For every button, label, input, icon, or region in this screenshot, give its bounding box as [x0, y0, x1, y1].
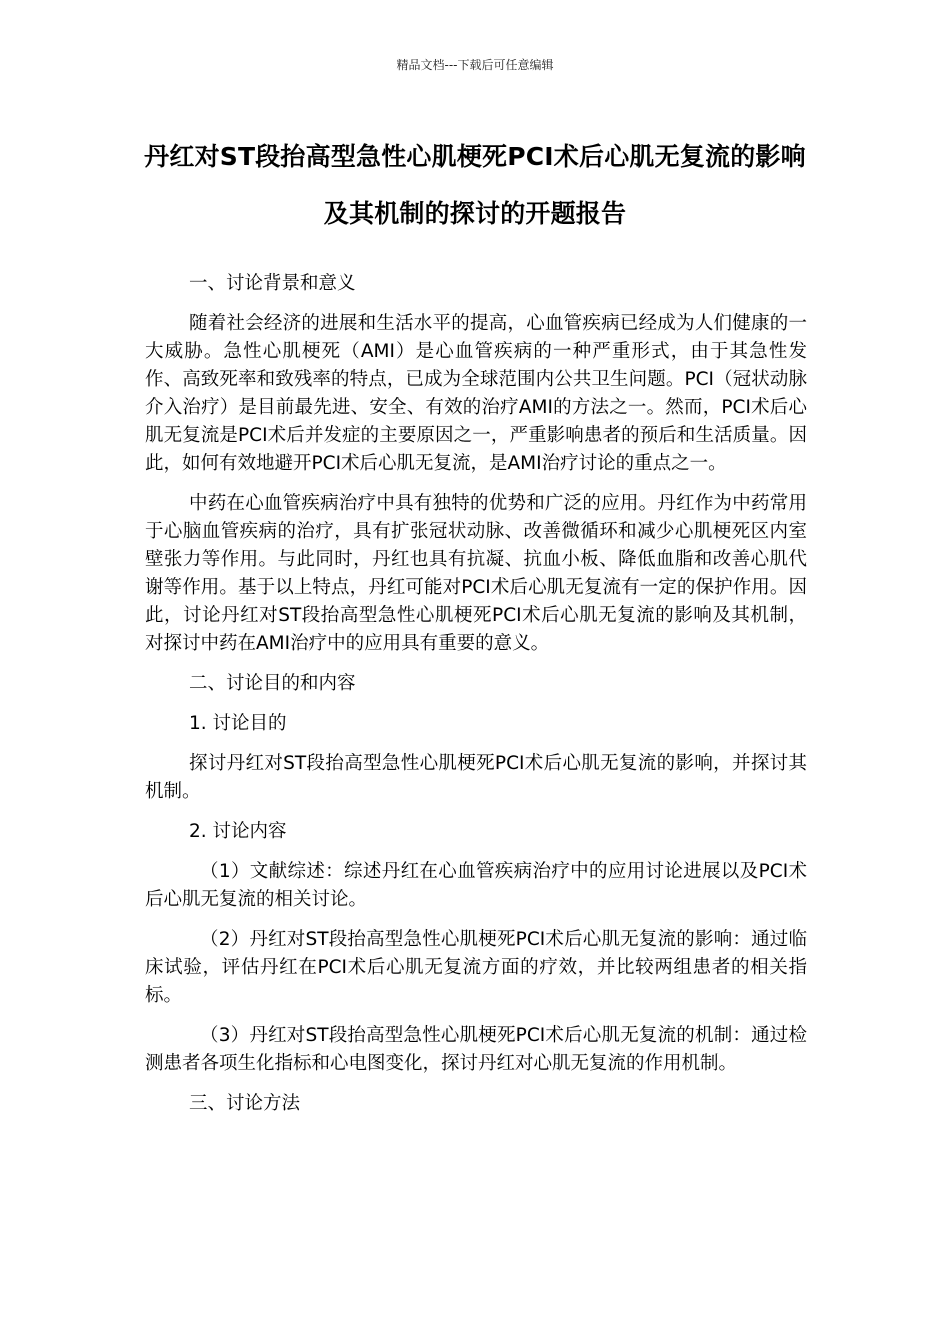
content-item-2: （2）丹红对ST段抬高型急性心肌梗死PCI术后心肌无复流的影响：通过临床试验，评估丹红在PCI术后心肌无复流方面的疗效，并比较两组患者的相关指标。 [145, 929, 807, 1006]
paragraph-background-1: 随着社会经济的进展和生活水平的提高，心血管疾病已经成为人们健康的一大威胁。急性心肌梗死（AMI）是心血管疾病的一种严重形式，由于其急性发作、高致死率和致残率的特点，已成为全球范围内公共卫生问题。PCI（冠状动脉介入治疗）是目前最先进、安全、有效的治疗AMI的方法之一。然而，PCI术后心肌无复流是PCI术后并发症的主要原因之一，严重影响患者的预后和生活质量。因此，如何有效地避开PCI术后心肌无复流，是AMI治疗讨论的重点之一。 [145, 313, 807, 474]
content-item-3: （3）丹红对ST段抬高型急性心肌梗死PCI术后心肌无复流的机制：通过检测患者各项生化指标和心电图变化，探讨丹红对心肌无复流的作用机制。 [145, 1025, 807, 1074]
document-body [145, 270, 807, 1130]
header-note: 精品文档---下载后可任意编辑 [396, 58, 554, 72]
subsection-heading-purpose: 1. 讨论目的 [189, 713, 287, 734]
document-title: 丹红对ST段抬高型急性心肌梗死PCI术后心肌无复流的影响及其机制的探讨的开题报告 [144, 142, 806, 228]
section-heading-methods: 三、讨论方法 [189, 1093, 301, 1114]
paragraph-purpose: 探讨丹红对ST段抬高型急性心肌梗死PCI术后心肌无复流的影响，并探讨其机制。 [145, 753, 807, 802]
section-heading-background: 一、讨论背景和意义 [189, 273, 356, 294]
paragraph-background-2: 中药在心血管疾病治疗中具有独特的优势和广泛的应用。丹红作为中药常用于心脑血管疾病的治疗，具有扩张冠状动脉、改善微循环和减少心肌梗死区内室壁张力等作用。与此同时，丹红也具有抗凝、抗血小板、降低血脂和改善心肌代谢等作用。基于以上特点，丹红可能对PCI术后心肌无复流有一定的保护作用。因此，讨论丹红对ST段抬高型急性心肌梗死PCI术后心肌无复流的影响及其机制，对探讨中药在AMI治疗中的应用具有重要的意义。 [145, 493, 807, 654]
section-heading-purpose: 二、讨论目的和内容 [189, 673, 356, 694]
content-item-1: （1）文献综述：综述丹红在心血管疾病治疗中的应用讨论进展以及PCI术后心肌无复流的相关讨论。 [145, 861, 807, 910]
subsection-heading-content: 2. 讨论内容 [189, 821, 287, 842]
